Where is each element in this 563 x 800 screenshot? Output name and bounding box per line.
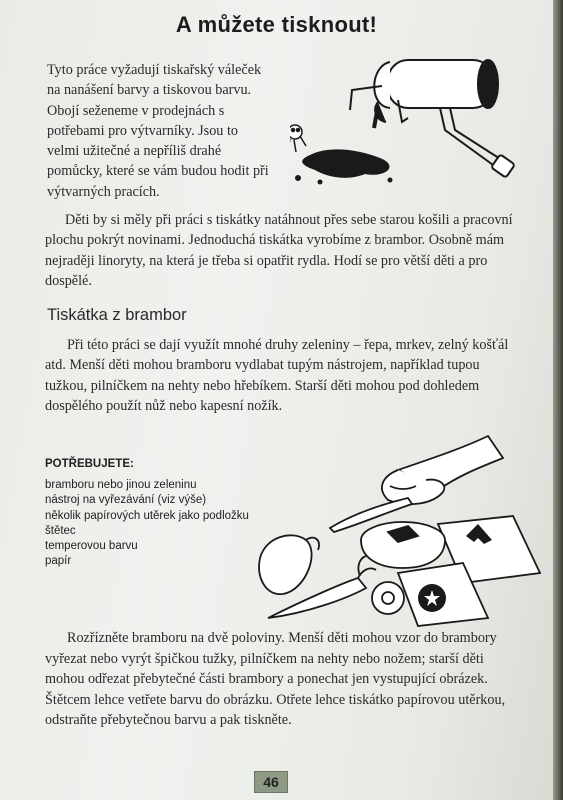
materials-item: temperovou barvu — [45, 540, 138, 553]
potato-printing-illustration — [248, 428, 548, 628]
page-number: 46 — [254, 771, 288, 793]
materials-item: štětec — [45, 524, 76, 537]
book-binding-edge — [553, 0, 563, 800]
materials-item: papír — [45, 555, 72, 568]
materials-item: několik papírových utěrek jako podložku — [45, 509, 249, 522]
intro-paragraph: Tyto práce vyžadují tiskařský váleček na nanášení barvy a tiskovou barvu. Obojí seženeme v prodejnách s potřebami pro výtvarníky. Jsou to velmi užitečné a nepříliš drahé pomůcky, které se vám budou hodit při výtvarných pracích. — [47, 62, 269, 200]
materials-item: nástroj na vyřezávání (viz výše) — [45, 494, 207, 507]
safety-paragraph: Děti by si měly při práci s tiskátky natáhnout přes sebe starou košili a pracovní plochu pokrýt novinami. Jednoduchá tiskátka vyrobíme z brambor. Osobně mám nejraději linoryty, na která je třeba si opatřit rydla. Hodí se pro větší děti a pro dospělé. — [45, 212, 513, 289]
section-heading: Tiskátka z brambor — [47, 306, 187, 324]
instructions-paragraph: Rozřízněte bramboru na dvě poloviny. Menší děti mohou vzor do brambory vyřezat nebo vyrýt špičkou tužky, pilníčkem na nehty nebo nožem; starší děti mohou odřezat přebytečné části brambory a ponechat jen vystupující obrázek. Štětcem lehce vetřete barvu do obrázku. Otřete lehce tiskátko papírovou utěrkou, odstraňte přebytečnou barvu a pak tiskněte. — [45, 630, 506, 728]
section-paragraph: Při této práci se dají využít mnohé druhy zeleniny – řepa, mrkev, zelný košťál atd. Menší děti mohou bramboru vydlabat tupým nástrojem, například tupou tužkou, pilníčkem na nehty nebo hřebíkem. Starší děti mohou pod dohledem dospělého použít nůž nebo kapesní nožík. — [45, 337, 509, 414]
materials-item: bramboru nebo jinou zeleninu — [45, 479, 197, 491]
ink-roller-illustration — [290, 50, 520, 195]
page-title: A můžete tisknout! — [175, 12, 378, 37]
materials-list — [45, 478, 249, 570]
materials-heading: POTŘEBUJETE: — [45, 458, 134, 470]
